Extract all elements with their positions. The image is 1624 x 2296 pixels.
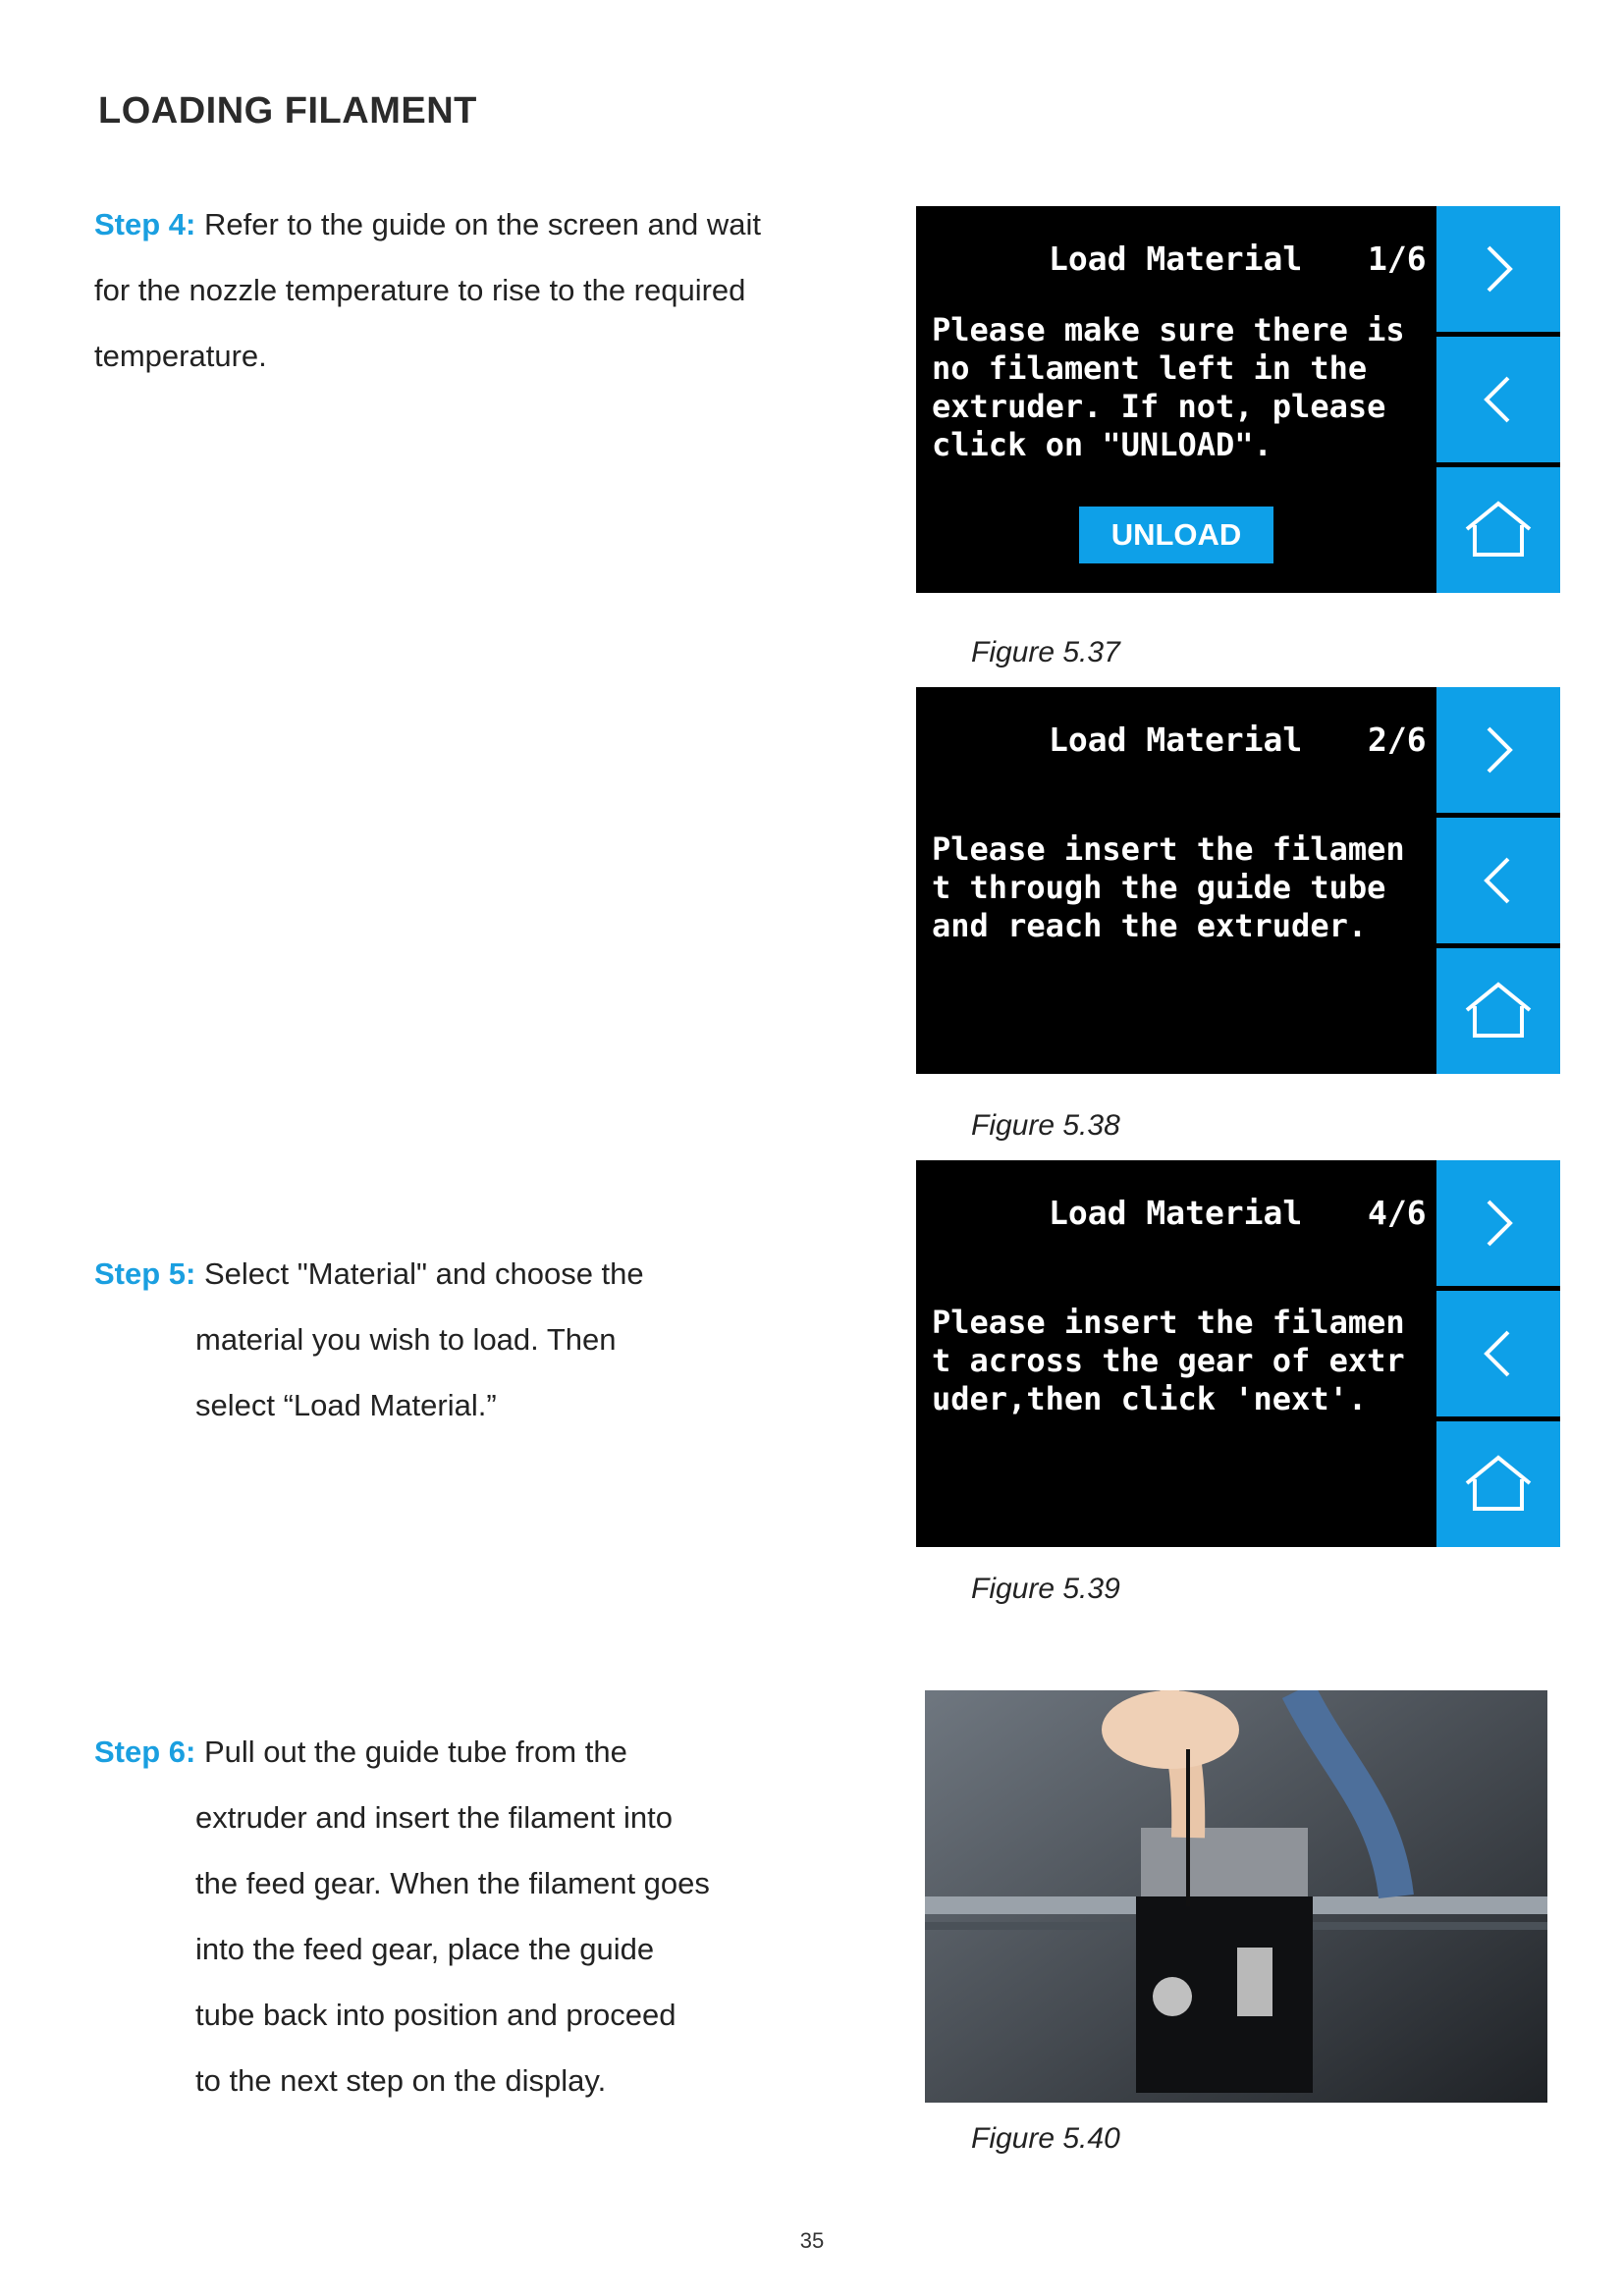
extruder-illustration: [925, 1690, 1547, 2103]
screen-counter: 4/6: [1368, 1194, 1427, 1232]
step-line: Refer to the guide on the screen and wait: [203, 207, 761, 241]
chevron-right-icon: [1479, 240, 1518, 298]
step-4: [94, 191, 782, 389]
next-button[interactable]: [1436, 206, 1560, 332]
home-button[interactable]: [1436, 948, 1560, 1074]
step-line: Select "Material" and choose the: [203, 1256, 644, 1291]
screen-message: Please insert the filamen t through the guide tube and reach the extruder.: [932, 830, 1405, 944]
step-line: Pull out the guide tube from the: [203, 1735, 627, 1769]
step-line: into the feed gear, place the guide: [195, 1932, 655, 1966]
step-line: the feed gear. When the filament goes: [195, 1866, 710, 1900]
screen-counter: 2/6: [1368, 721, 1427, 759]
screen-message: Please make sure there is no filament left in the extruder. If not, please click on "UNLOAD".: [932, 311, 1405, 463]
chevron-right-icon: [1479, 721, 1518, 779]
back-button[interactable]: [1436, 818, 1560, 943]
step-line: temperature.: [94, 339, 267, 373]
page-number: 35: [799, 2228, 825, 2253]
home-icon: [1459, 977, 1538, 1045]
screen-nav: [1436, 206, 1560, 593]
home-icon: [1459, 496, 1538, 564]
screen-nav: [1436, 1160, 1560, 1547]
back-button[interactable]: [1436, 1291, 1560, 1416]
screen-counter: 1/6: [1368, 240, 1427, 278]
step-label: Step 6:: [94, 1735, 196, 1769]
figure-caption: Figure 5.37: [971, 636, 1120, 668]
step-line: to the next step on the display.: [195, 2063, 607, 2098]
step-line: material you wish to load. Then: [195, 1322, 617, 1357]
printer-screen-1: [916, 206, 1560, 593]
screen-nav: [1436, 687, 1560, 1074]
chevron-right-icon: [1479, 1194, 1518, 1253]
chevron-left-icon: [1479, 851, 1518, 910]
step-line: tube back into position and proceed: [195, 1998, 677, 2032]
home-icon: [1459, 1450, 1538, 1519]
next-button[interactable]: [1436, 687, 1560, 813]
extruder-photo: [925, 1690, 1547, 2103]
home-button[interactable]: [1436, 467, 1560, 593]
screen-message: Please insert the filamen t across the gear of extr uder,then click 'next'.: [932, 1304, 1405, 1417]
next-button[interactable]: [1436, 1160, 1560, 1286]
chevron-left-icon: [1479, 370, 1518, 429]
step-line: extruder and insert the filament into: [195, 1800, 673, 1835]
screen-title: Load Material: [1049, 721, 1303, 759]
unload-button[interactable]: UNLOAD: [1079, 507, 1273, 563]
printer-screen-3: [916, 1160, 1560, 1547]
screen-title: Load Material: [1049, 1194, 1303, 1232]
step-6: [94, 1719, 782, 2113]
printer-screen-2: [916, 687, 1560, 1074]
chevron-left-icon: [1479, 1324, 1518, 1383]
back-button[interactable]: [1436, 337, 1560, 462]
step-line: select “Load Material.”: [195, 1388, 497, 1422]
step-label: Step 4:: [94, 207, 196, 241]
step-5: [94, 1241, 782, 1438]
figure-caption: Figure 5.38: [971, 1109, 1120, 1142]
figure-caption: Figure 5.39: [971, 1573, 1120, 1605]
figure-caption: Figure 5.40: [971, 2122, 1120, 2155]
screen-title: Load Material: [1049, 240, 1303, 278]
page-title: LOADING FILAMENT: [98, 90, 477, 132]
step-label: Step 5:: [94, 1256, 196, 1291]
home-button[interactable]: [1436, 1421, 1560, 1547]
step-line: for the nozzle temperature to rise to the required: [94, 273, 746, 307]
